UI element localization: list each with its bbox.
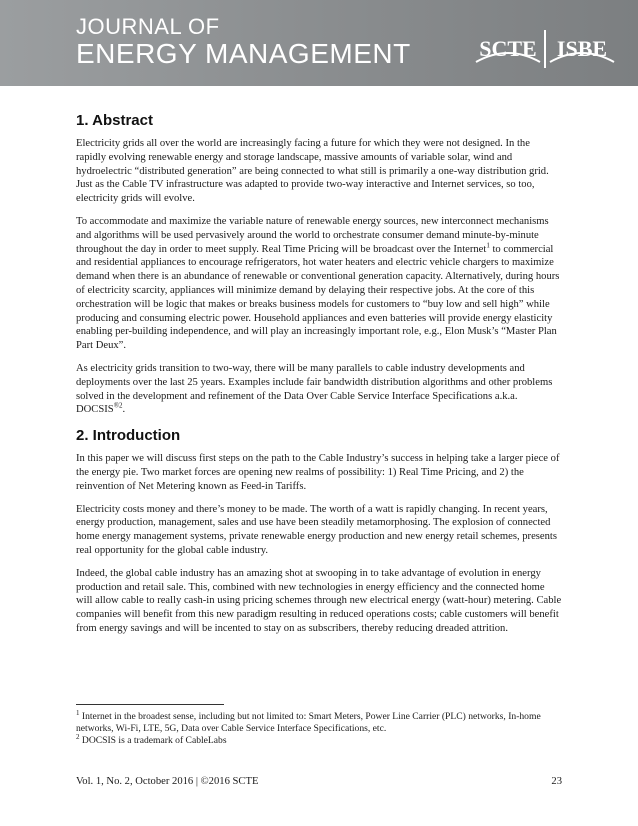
footer-citation: Vol. 1, No. 2, October 2016 | ©2016 SCTE [76, 776, 259, 787]
abstract-p2-text-b: to commercial and residential appliances to encourage refrigerators, hot water heaters and electric vehicle chargers to maximize demand when there is an abundance of renewable or conventional generation capacity. Alternatively, during hours of electricity scarcity, appliances will minimize demand by delaying their respective jobs. At the core of this orchestration will be logic that makes or breaks business models for customers to “buy low and sell high” while producing and consuming electric power. Household appliances and even batteries will provide energy elasticity enabling per-building independence, and will play an increasingly important role, e.g., Elon Musk’s “Master Plan Part Deux”. [76, 243, 560, 352]
introduction-paragraph-2: Electricity costs money and there’s money to be made. The worth of a watt is rapidly changing. In recent years, energy production, management, sales and use have been steadily metamorphosing. The explosion of connected home energy management systems, private renewable energy production and new energy retail schemes, presents real opportunity for the global cable industry. [76, 503, 557, 556]
logo-scte-text: SCTE [479, 36, 537, 61]
logo-isbe-text: ISBE [556, 36, 608, 61]
abstract-p3-text-b: . [122, 404, 126, 416]
footnote-1-number: 1 [76, 708, 80, 717]
journal-title-line1: JOURNAL OF [76, 14, 220, 39]
footnote-ref-2: ®2 [113, 401, 123, 410]
introduction-paragraph-3: Indeed, the global cable industry has an amazing shot at swooping in to take advantage of evolution in energy production and retail sale. This, combined with new technologies in energy efficiency and the connected home will allow cable to really cash-in using pricing schemes through new electrical energy (watt-hour) metering. Cable companies will benefit from this new paradigm resulting in reduced operations costs; cable customers will benefit from energy savings and will be incented to stay on as subscribers, thereby reducing dreaded attrition. [76, 567, 562, 634]
introduction-heading: 2. Introduction [76, 427, 181, 445]
abstract-p3-text-a: As electricity grids transition to two-way, there will be many parallels to cable industry developments and deployments over the last 25 years. Examples include fair bandwidth distribution algorithms and other problems solved in the development and refinement of the Data Over Cable Service Interface Specifications a.k.a. DOCSIS [76, 362, 553, 416]
article-body [76, 112, 562, 645]
scte-isbe-logo [470, 14, 620, 76]
abstract-paragraph-3 [76, 362, 562, 417]
page-number: 23 [551, 776, 562, 787]
abstract-paragraph-1: Electricity grids all over the world are increasingly facing a future for which they were not designed. In the rapidly evolving renewable energy and storage landscape, massive amounts of variable solar, wind and hydroelectric “distributed generation” are being connected to what still is primarily a one-way distribution grid. Just as the Cable TV infrastructure was adapted to provide two-way interactive and Internet services, so too, electricity grids will evolve. [76, 138, 549, 205]
footnote-2 [76, 732, 562, 747]
footnote-1 [76, 708, 562, 735]
footnote-2-text: DOCSIS is a trademark of CableLabs [79, 735, 227, 746]
footnote-ref-1: 1 [486, 241, 490, 250]
page-footer [76, 776, 562, 787]
introduction-paragraph-1: In this paper we will discuss first steps on the path to the Cable Industry’s success in helping take a larger piece of the energy pie. Two market forces are opening new realms of possibility: 1) Real Time Pricing, and 2) the reinvention of Net Metering known as Feed-in Tariffs. [76, 453, 560, 492]
abstract-p2-text-a: To accommodate and maximize the variable nature of renewable energy sources, new interconnect mechanisms and algorithms will be used pervasively around the world to orchestrate consumer demand minute-by-minute throughout the day in order to meet supply. Real Time Pricing will be broadcast over the Internet [76, 215, 549, 255]
footnote-divider [76, 704, 224, 705]
footnote-2-number: 2 [76, 732, 80, 741]
abstract-heading: 1. Abstract [76, 112, 153, 129]
journal-title-line2: ENERGY MANAGEMENT [76, 38, 411, 69]
footnotes [76, 704, 562, 747]
journal-banner [0, 0, 638, 86]
footnote-1-text: Internet in the broadest sense, including but not limited to: Smart Meters, Power Line Carrier (PLC) networks, In-home networks, Wi-Fi, LTE, 5G, Data over Cable Service Interface Specifications, etc. [76, 711, 541, 734]
abstract-paragraph-2 [76, 215, 562, 353]
